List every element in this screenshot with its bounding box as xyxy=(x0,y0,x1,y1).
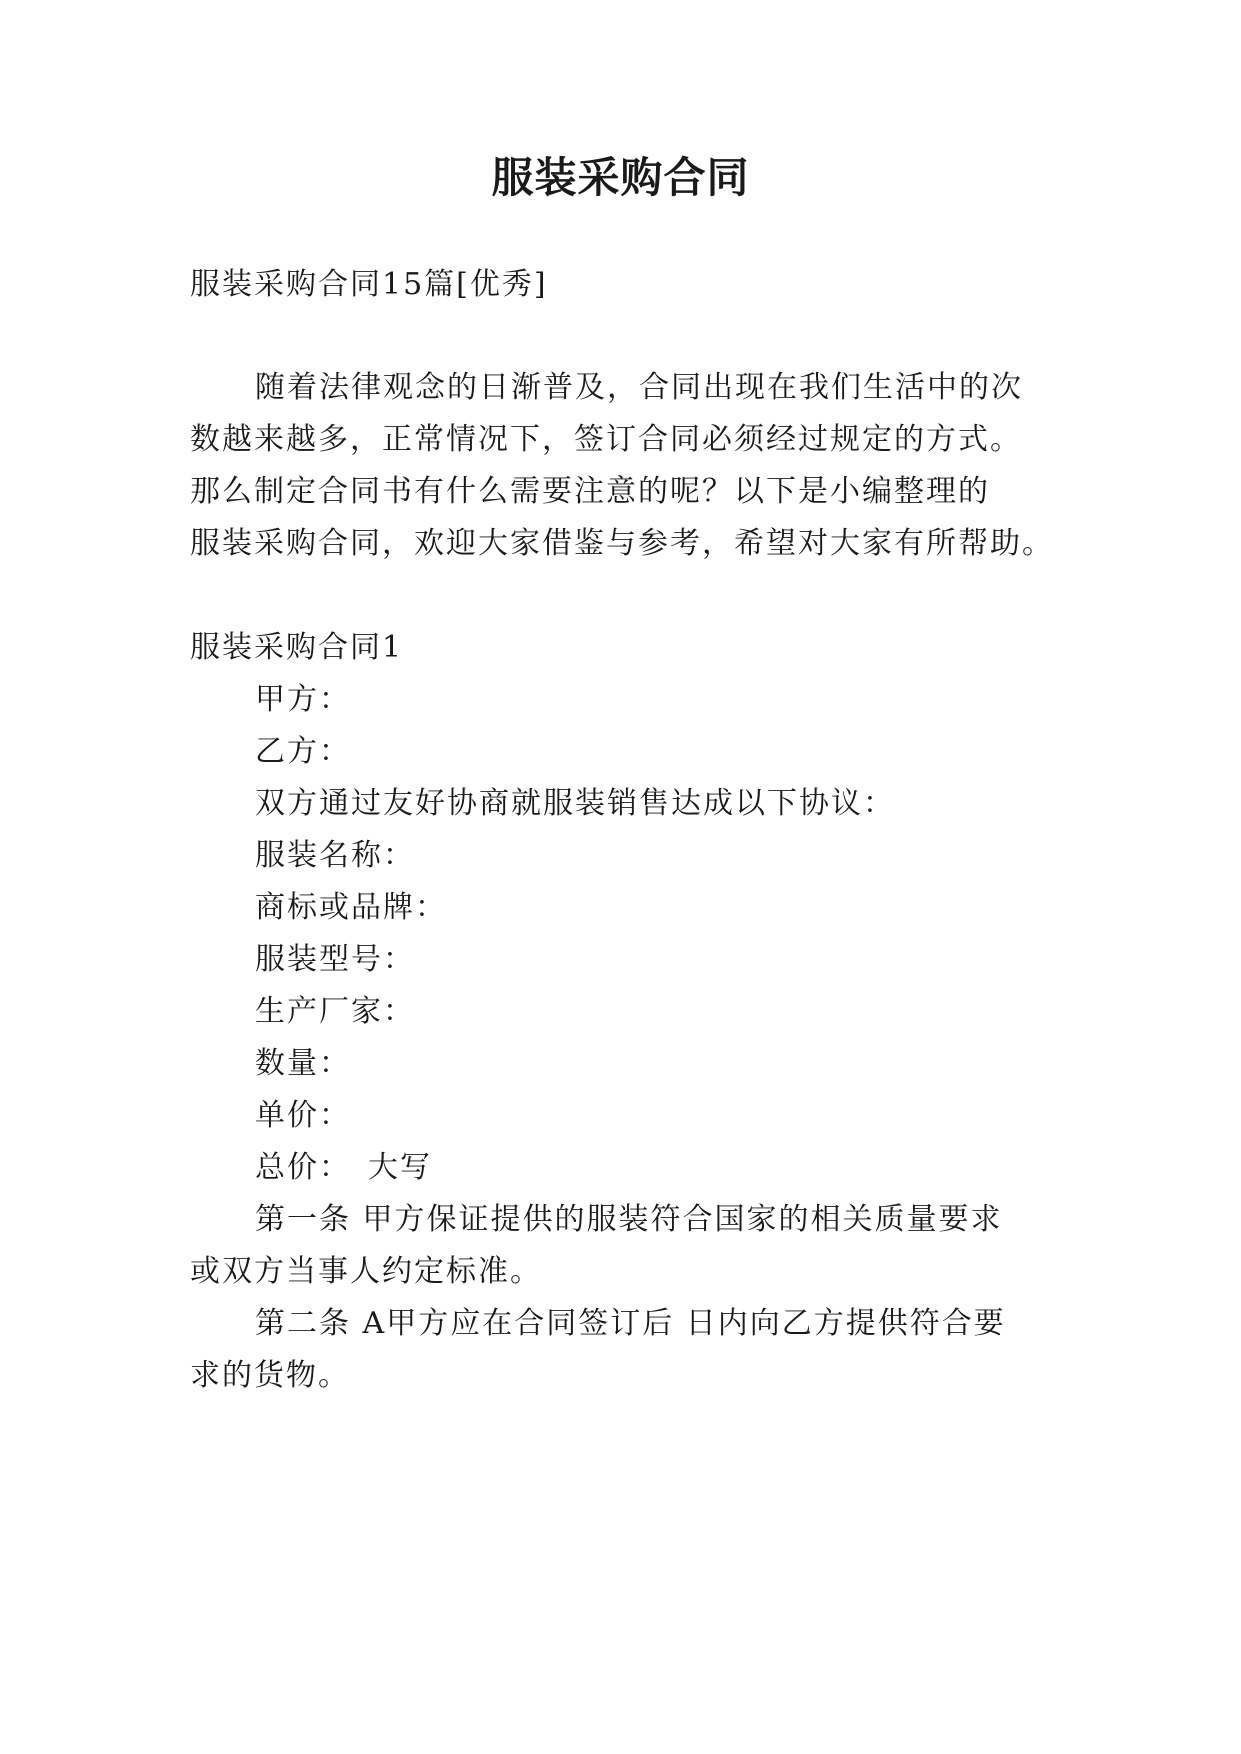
document-subtitle: 服装采购合同15篇[优秀] xyxy=(190,267,548,302)
quantity-label: 数量： xyxy=(255,1046,351,1081)
document-title: 服装采购合同 xyxy=(491,153,750,202)
intro-line-4: 服装采购合同，欢迎大家借鉴与参考，希望对大家有所帮助。 xyxy=(190,526,1054,561)
intro-line-3: 那么制定合同书有什么需要注意的呢？以下是小编整理的 xyxy=(190,474,990,509)
article-1-line-2: 或双方当事人约定标准。 xyxy=(190,1254,542,1289)
clothing-name-label: 服装名称： xyxy=(255,838,415,873)
party-a-label: 甲方： xyxy=(255,682,351,717)
unit-price-label: 单价： xyxy=(255,1098,351,1133)
article-2-line-2: 求的货物。 xyxy=(190,1358,350,1393)
manufacturer-label: 生产厂家： xyxy=(255,994,415,1029)
model-label: 服装型号： xyxy=(255,942,415,977)
intro-line-1: 随着法律观念的日渐普及，合同出现在我们生活中的次 xyxy=(255,370,1023,405)
agreement-line: 双方通过友好协商就服装销售达成以下协议： xyxy=(255,786,895,821)
article-1-line-1: 第一条 甲方保证提供的服装符合国家的相关质量要求 xyxy=(255,1202,1003,1237)
party-b-label: 乙方： xyxy=(255,734,351,769)
article-2-line-1: 第二条 A甲方应在合同签订后 日内向乙方提供符合要 xyxy=(255,1306,1006,1341)
intro-line-2: 数越来越多，正常情况下，签订合同必须经过规定的方式。 xyxy=(190,422,1022,457)
section-heading: 服装采购合同1 xyxy=(190,630,404,665)
total-price-label: 总价： 大写 xyxy=(255,1150,432,1185)
trademark-label: 商标或品牌： xyxy=(255,890,447,925)
